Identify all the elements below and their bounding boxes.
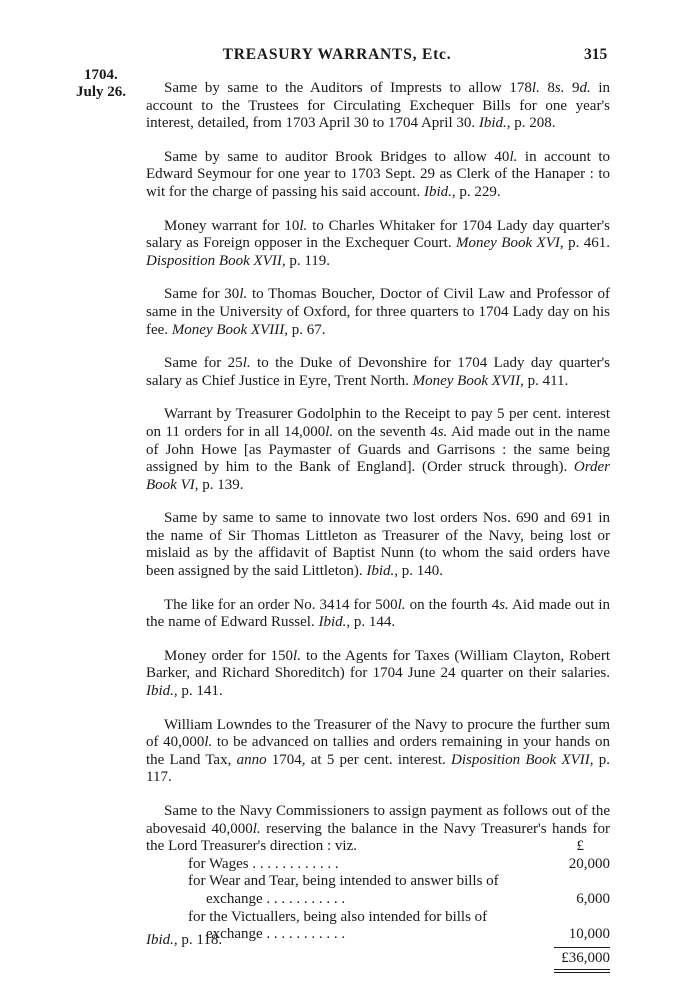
item-rows bbox=[188, 856, 610, 944]
total-amount: £36,000 bbox=[561, 949, 610, 966]
item-amount bbox=[550, 873, 610, 891]
page-header bbox=[0, 40, 674, 64]
margin-date-year: 1704. bbox=[84, 67, 118, 83]
page-number: 315 bbox=[584, 46, 608, 63]
margin-date-day: July 26. bbox=[76, 84, 127, 100]
item-amount bbox=[550, 909, 610, 927]
item-description: exchange . . . . . . . . . . . bbox=[206, 890, 346, 907]
item-amount: 10,000 bbox=[568, 926, 610, 943]
document-body bbox=[146, 80, 610, 973]
total-rule bbox=[554, 947, 610, 948]
entry-paragraph: Money warrant for 10l. to Charles Whitaker for 1704 Lady day quarter's salary as Foreign opposer in the Exchequer Court. Money Book XVI, p. 461. Disposition Book XVII, p. 119. bbox=[146, 217, 611, 269]
item-row bbox=[188, 873, 610, 891]
entry-paragraph: Same by same to auditor Brook Bridges to allow 40l. in account to Edward Seymour for one year to 1703 Sept. 29 as Clerk of the Hanaper : to wit for the charge of passing his said account. Ibid., p. 229. bbox=[146, 148, 610, 200]
entry-paragraph: Same by same to same to innovate two lost orders Nos. 690 and 691 in the name of Sir Thomas Littleton as Treasurer of the Navy, being lost or mislaid as by the affidavit of Baptist Nunn (to whom the said orders have been assigned by the said Littleton). Ibid., p. 140. bbox=[146, 510, 610, 580]
item-description: exchange . . . . . . . . . . . bbox=[206, 926, 346, 943]
item-description: for the Victuallers, being also intended for bills of bbox=[188, 908, 488, 925]
item-description: for Wear and Tear, being intended to answer bills of bbox=[188, 873, 499, 890]
entry-paragraph: Warrant by Treasurer Godolphin to the Receipt to pay 5 per cent. interest on 11 orders for in all 14,000l. on the seventh 4s. Aid made out in the name of John Howe [as Paymaster of Guards and Garrisons : the same being assigned by him to the Bank of England]. (Order struck through). Order Book VI, p. 139. bbox=[146, 406, 610, 493]
footer-reference bbox=[146, 932, 222, 949]
footer-ibid: Ibid. bbox=[146, 932, 174, 948]
item-description: for Wages . . . . . . . . . . . . bbox=[188, 855, 339, 872]
entry-paragraph: The like for an order No. 3414 for 500l. on the fourth 4s. Aid made out in the name of Edward Russel. Ibid., p. 144. bbox=[146, 596, 610, 631]
entry-paragraph: William Lowndes to the Treasurer of the Navy to procure the further sum of 40,000l. to be advanced on tallies and orders remaining in your hands on the Land Tax, anno 1704, at 5 per cent. interest. Disposition Book XVII, p. 117. bbox=[146, 716, 610, 786]
item-row bbox=[188, 891, 610, 909]
pound-sign-header: £ bbox=[576, 838, 584, 855]
item-amount: 20,000 bbox=[568, 855, 610, 872]
entry-paragraph: Same for 30l. to Thomas Boucher, Doctor of Civil Law and Professor of same in the University of Oxford, for three quarters to 1704 Lady day on his fee. Money Book XVIII, p. 67. bbox=[146, 286, 610, 338]
footer-page: , p. 118. bbox=[173, 932, 223, 948]
entries-list bbox=[146, 80, 610, 856]
entry-paragraph: Money order for 150l. to the Agents for Taxes (William Clayton, Robert Barker, and Richard Shoreditch) for 1704 June 24 quarter on their salaries. Ibid., p. 141. bbox=[146, 647, 610, 700]
item-amount: 6,000 bbox=[576, 890, 610, 907]
entry-paragraph: Same for 25l. to the Duke of Devonshire for 1704 Lady day quarter's salary as Chief Justice in Eyre, Trent North. Money Book XVII, p. 411. bbox=[146, 355, 611, 389]
item-row bbox=[188, 909, 610, 927]
navy-assignment-table bbox=[188, 838, 610, 973]
entry-paragraph: Same by same to the Auditors of Imprests to allow 178l. 8s. 9d. in account to the Trustees for Circulating Exchequer Bills for one year's interest, detailed, from 1703 April 30 to 1704 April 30. Ibid., p. 208. bbox=[146, 80, 610, 132]
entry-paragraph: Same to the Navy Commissioners to assign payment as follows out of the abovesaid 40,000l. reserving the balance in the Navy Treasurer's hands for the Lord Treasurer's direction : viz. bbox=[146, 803, 610, 855]
item-row bbox=[188, 926, 610, 944]
item-row bbox=[188, 856, 610, 874]
total-double-rule bbox=[554, 969, 610, 973]
running-title: TREASURY WARRANTS, Etc. bbox=[222, 46, 452, 63]
